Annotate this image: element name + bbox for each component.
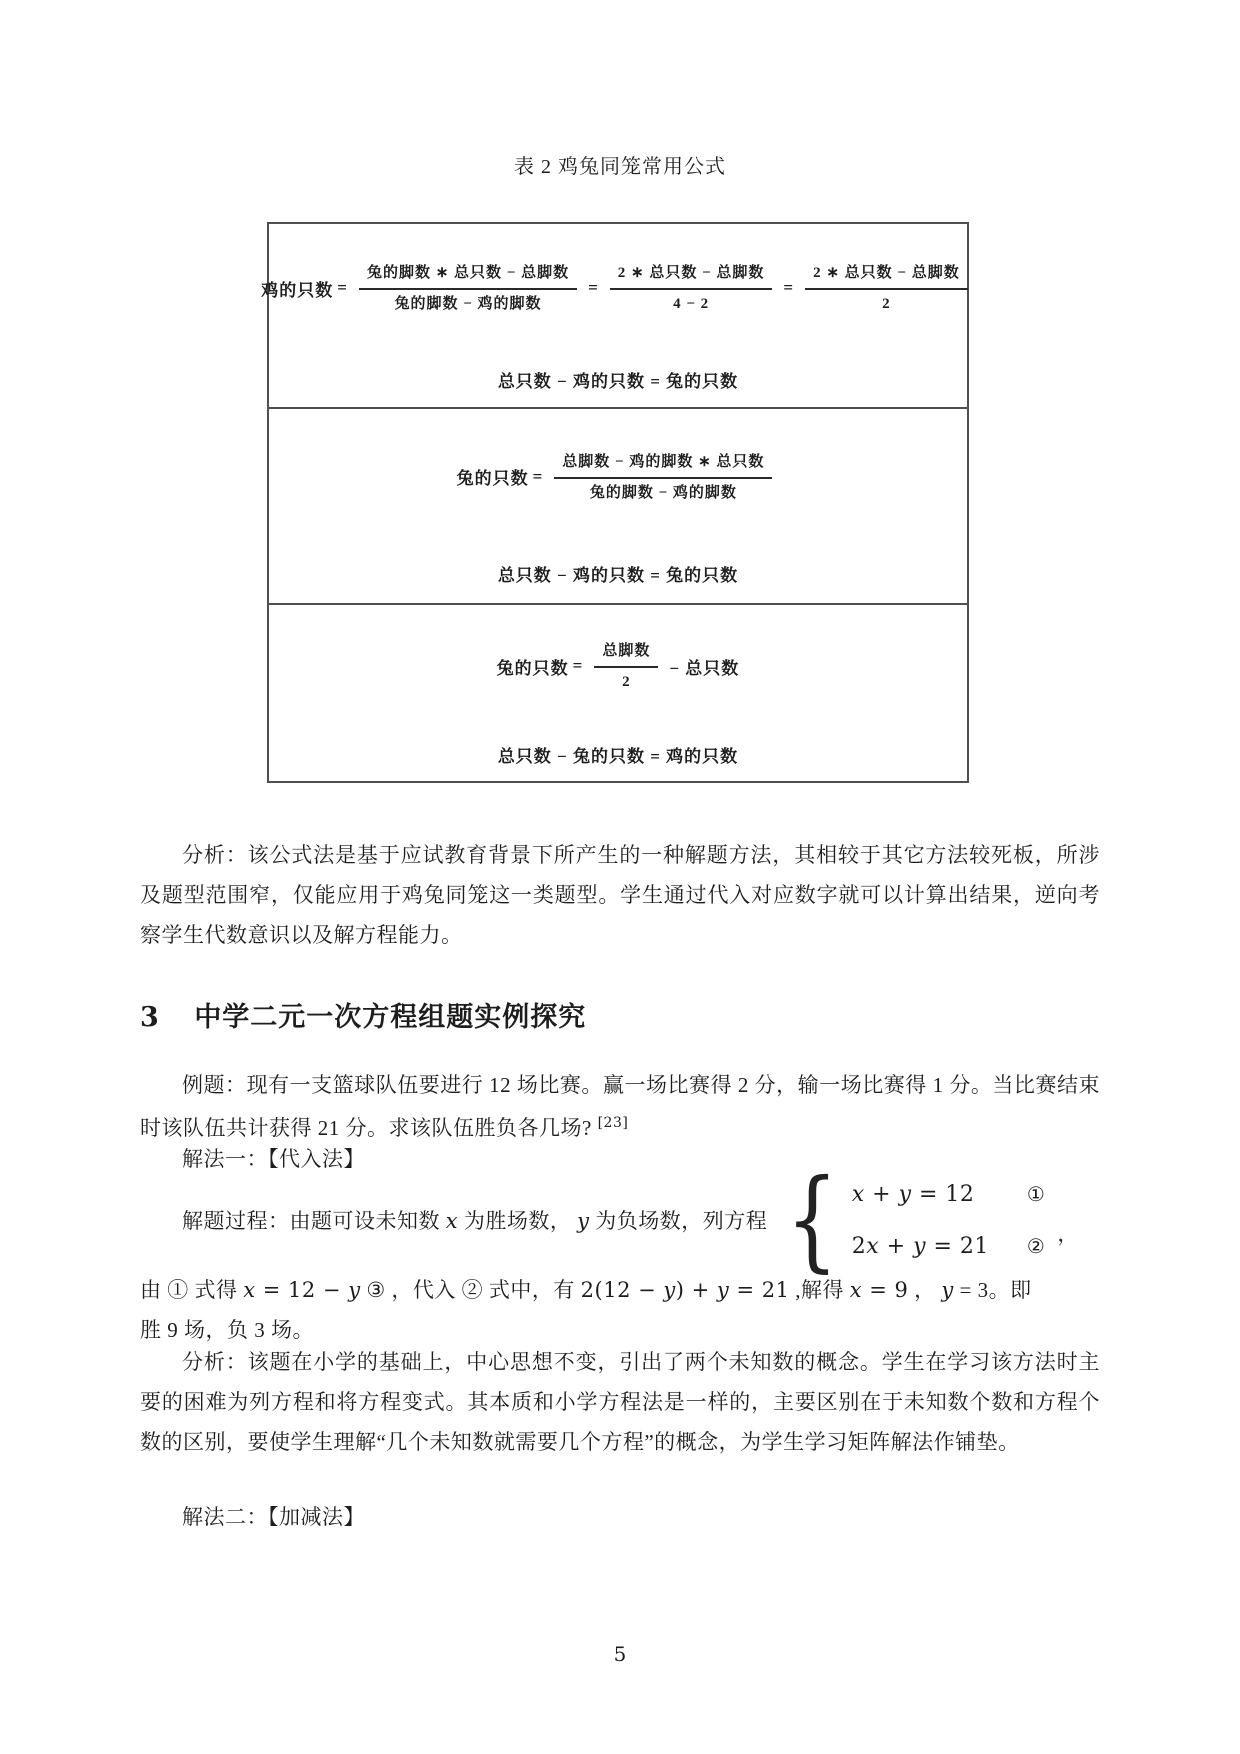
fraction xyxy=(359,261,577,315)
fraction-numerator: 2 ∗ 总只数 − 总脚数 xyxy=(610,261,773,290)
equals-sign: = xyxy=(337,278,348,298)
equation-grid xyxy=(852,1181,1046,1259)
section-heading xyxy=(140,995,586,1034)
method2-label: 解法二：【加减法】 xyxy=(182,1505,365,1529)
table-row-chicken xyxy=(261,224,967,407)
formula-tail: − 总只数 xyxy=(669,658,740,678)
equation-2: 2x + y = 21 xyxy=(851,1234,989,1259)
method1-label: 解法一：【代入法】 xyxy=(182,1147,365,1171)
formula-rabbit-remainder: 总只数 − 鸡的只数 = 兔的只数 xyxy=(497,566,739,586)
equation-1: x + y = 12 xyxy=(851,1182,975,1207)
fraction xyxy=(805,261,968,315)
equation-2-tag: ② xyxy=(1026,1234,1046,1258)
section-number: 3 xyxy=(140,1002,160,1033)
example-paragraph: 例题：现有一支篮球队伍要进行 12 场比赛。赢一场比赛得 2 分，输一场比赛得 1 分。当比赛结束时该队伍共计获得 21 分。求该队伍胜负各几场? [23] xyxy=(140,1073,1100,1140)
equals-sign: = xyxy=(588,278,599,298)
formula-chicken-remainder: 总只数 − 兔的只数 = 鸡的只数 xyxy=(497,747,739,767)
fraction-denominator: 兔的脚数 − 鸡的脚数 xyxy=(394,296,542,313)
fraction-numerator: 总脚数 xyxy=(594,639,658,668)
formula-chicken-count xyxy=(261,224,967,352)
table-row-rabbit-half xyxy=(269,603,967,781)
equals-sign: = xyxy=(532,466,544,486)
section-title: 中学二元一次方程组题实例探究 xyxy=(194,1002,587,1032)
solution-line-1: 由 ① 式得 x = 12 − y ③ ，代入 ② 式中，有 2(12 − y) + y = 21 ,解得 x = 9 ， y = 3。即 xyxy=(140,1278,1032,1302)
equals-sign: = xyxy=(572,656,584,676)
left-brace: { xyxy=(786,1155,839,1284)
equals-sign: = xyxy=(783,278,795,298)
solution-line-2: 胜 9 场，负 3 场。 xyxy=(140,1318,314,1342)
formula-rabbit-half-feet xyxy=(269,605,967,729)
formula-rabbit-remainder: 总只数 − 鸡的只数 = 兔的只数 xyxy=(497,372,739,392)
equation-1-tag: ① xyxy=(1026,1182,1046,1206)
formula-table xyxy=(261,222,969,783)
formula-label: 鸡的只数 xyxy=(261,280,334,300)
fraction xyxy=(594,639,658,693)
formula-rabbit-count xyxy=(269,409,967,544)
fraction-denominator: 4 − 2 xyxy=(673,296,710,313)
table-caption: 表 2 鸡兔同笼常用公式 xyxy=(514,156,726,178)
fraction-numerator: 兔的脚数 ∗ 总只数 − 总脚数 xyxy=(359,261,577,290)
process-intro: 解题过程：由题可设未知数 x 为胜场数， y 为负场数，列方程 xyxy=(182,1209,768,1233)
formula-label: 兔的只数 xyxy=(456,469,529,489)
page-number: 5 xyxy=(613,1642,627,1666)
analysis-paragraph-1: 分析：该公式法是基于应试教育背景下所产生的一种解题方法，其相较于其它方法较死板，所涉及题型范围窄，仅能应用于鸡兔同笼这一类题型。学生通过代入对应数字就可以计算出结果，逆向考察学生代数意识以及解方程能力。 xyxy=(140,843,1100,947)
fraction-denominator: 兔的脚数 − 鸡的脚数 xyxy=(589,484,737,501)
fraction xyxy=(554,450,772,504)
table-row-rabbit xyxy=(269,407,967,602)
fraction-numerator: 总脚数 − 鸡的脚数 ∗ 总只数 xyxy=(554,450,772,479)
fraction-numerator: 2 ∗ 总只数 − 总脚数 xyxy=(805,261,968,290)
equation-system xyxy=(777,1155,1079,1284)
solution-conclusion xyxy=(140,1270,1100,1350)
analysis-paragraph-2: 分析：该题在小学的基础上，中心思想不变，引出了两个未知数的概念。学生在学习该方法时主要的困难为列方程和将方程变式。其本质和小学方程法是一样的，主要区别在于未知数个数和方程个数的区别，要使学生理解“几个未知数就需要几个方程”的概念，为学生学习矩阵解法作铺垫。 xyxy=(140,1350,1100,1454)
formula-label: 兔的只数 xyxy=(496,658,569,678)
system-comma: ， xyxy=(1057,1222,1079,1246)
fraction xyxy=(610,261,773,315)
fraction-denominator: 2 xyxy=(882,296,891,313)
fraction-denominator: 2 xyxy=(622,674,631,691)
